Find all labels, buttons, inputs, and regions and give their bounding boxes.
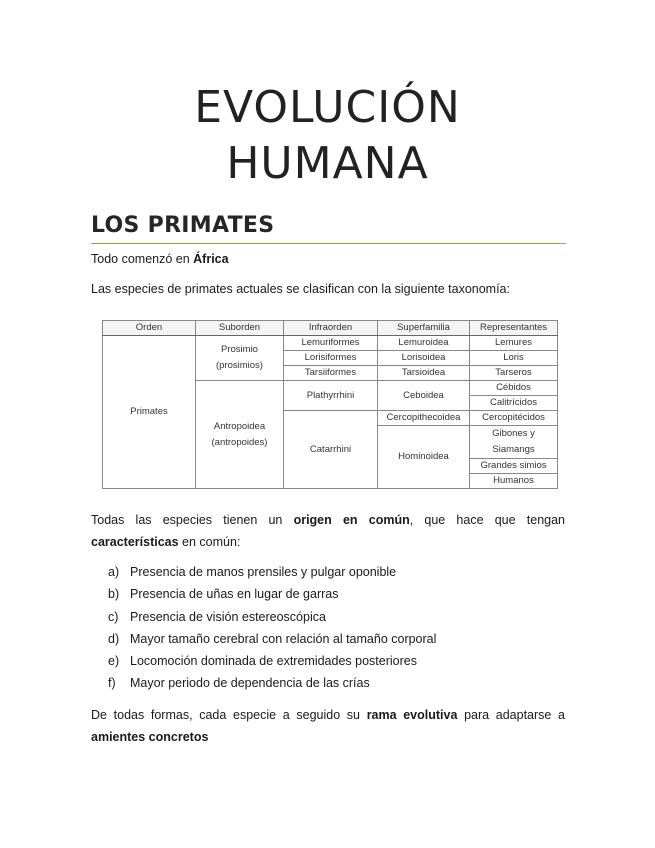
text-span: , que hace que tengan — [409, 513, 565, 527]
cell-rep: Tarseros — [470, 366, 558, 381]
text-span: Todas las especies tienen un — [91, 513, 294, 527]
cell-super: Ceboidea — [378, 381, 470, 411]
cell-rep: Loris — [470, 351, 558, 366]
antropoidea-label: Antropoidea — [213, 420, 266, 432]
cell-super: Hominoidea — [378, 426, 470, 489]
list-item — [108, 628, 436, 650]
cell-rep: Cercopitécidos — [470, 411, 558, 426]
list-marker: b) — [108, 587, 120, 602]
list-item-text: Presencia de manos prensiles y pulgar oponible — [130, 565, 397, 579]
cell-rep: Calitrícidos — [470, 396, 558, 411]
cell-suborden-antropoidea — [196, 381, 284, 489]
cell-infra: Lorisiformes — [284, 351, 378, 366]
list-marker: d) — [108, 631, 120, 646]
list-marker: a) — [108, 565, 120, 579]
list-item — [108, 583, 436, 605]
cell-rep: Lemures — [470, 336, 558, 351]
cell-rep-gibones — [470, 426, 558, 459]
table-header-row — [103, 321, 558, 336]
title-line-1: EVOLUCIÓN — [194, 82, 461, 133]
intro-bold-africa: África — [193, 252, 229, 266]
bold-rama-evolutiva: rama evolutiva — [366, 708, 458, 722]
antropoidea-sublabel: (antropoides) — [211, 436, 268, 448]
cell-super: Lorisoidea — [378, 351, 470, 366]
header-cell: Superfamilia — [378, 321, 470, 336]
list-marker: c) — [108, 609, 119, 624]
document-title — [0, 80, 655, 192]
cell-infra: Tarsiiformes — [284, 366, 378, 381]
intro-text: Todo comenzó en — [91, 252, 194, 266]
section-heading: LOS PRIMATES — [91, 213, 275, 238]
gibones-line-1: Gibones y — [492, 428, 535, 439]
bold-origen-en-comun: origen en común — [293, 513, 410, 527]
intro-paragraph — [91, 248, 565, 270]
cell-suborden-prosimio — [196, 336, 284, 381]
list-item — [108, 606, 436, 628]
list-item-text: Mayor tamaño cerebral con relación al tamaño corporal — [130, 631, 437, 646]
cell-rep: Humanos — [470, 474, 558, 489]
closing-paragraph — [91, 704, 565, 748]
gibones-line-2: Siamangs — [492, 444, 535, 455]
cell-super: Cercopithecoidea — [378, 411, 470, 426]
taxonomy-intro-paragraph: Las especies de primates actuales se clasifican con la siguiente taxonomía: — [91, 282, 510, 296]
cell-super: Lemuroidea — [378, 336, 470, 351]
list-item — [108, 650, 436, 672]
heading-underline — [91, 243, 566, 244]
common-origin-paragraph — [91, 509, 565, 553]
cell-infra: Catarrhini — [284, 411, 378, 489]
cell-infra: Plathyrrhini — [284, 381, 378, 411]
list-item — [108, 561, 436, 583]
cell-orden-primates: Primates — [103, 336, 196, 489]
cell-rep: Cébidos — [470, 381, 558, 396]
prosimio-label: Prosimio — [221, 344, 258, 355]
header-cell: Suborden — [196, 321, 284, 336]
prosimio-sublabel: (prosimios) — [216, 360, 263, 371]
table-row — [103, 336, 558, 351]
characteristics-list — [108, 561, 436, 695]
list-item-text: Presencia de uñas en lugar de garras — [130, 587, 339, 602]
list-item-text: Locomoción dominada de extremidades posteriores — [130, 654, 417, 669]
header-cell: Infraorden — [284, 321, 378, 336]
cell-super: Tarsioidea — [378, 366, 470, 381]
header-cell: Representantes — [470, 321, 558, 336]
list-marker: f) — [108, 676, 116, 691]
cell-infra: Lemuriformes — [284, 336, 378, 351]
bold-caracteristicas: características — [91, 535, 179, 549]
cell-rep: Grandes simios — [470, 459, 558, 474]
text-span: De todas formas, cada especie a seguido su — [91, 708, 367, 722]
taxonomy-table — [102, 320, 558, 489]
list-item-text: Presencia de visión estereoscópica — [130, 609, 326, 624]
bold-amientes-concretos: amientes concretos — [91, 730, 209, 744]
list-item-text: Mayor periodo de dependencia de las crías — [130, 676, 370, 691]
header-cell: Orden — [103, 321, 196, 336]
list-item — [108, 672, 436, 694]
text-span: para adaptarse a — [457, 708, 565, 722]
list-marker: e) — [108, 654, 120, 669]
text-span: en común: — [178, 535, 241, 549]
title-line-2: HUMANA — [226, 138, 429, 189]
